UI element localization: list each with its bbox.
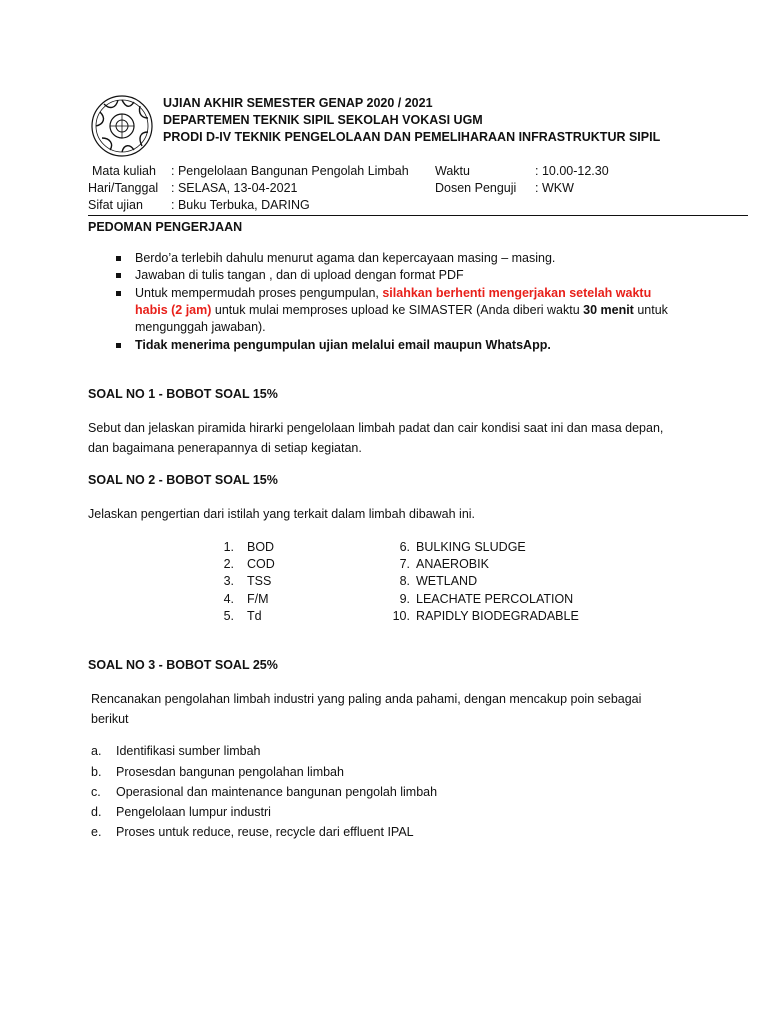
dosen-label: Dosen Penguji [435,181,517,195]
pedoman-b3-mid: untuk mulai memproses upload ke SIMASTER (Anda diberi waktu [211,303,584,317]
soal-1-title: SOAL NO 1 - BOBOT SOAL 15% [88,387,278,401]
hari-value: : SELASA, 13-04-2021 [171,181,298,195]
exam-title: UJIAN AKHIR SEMESTER GENAP 2020 / 2021 [163,96,433,110]
term-number: 4. [223,592,234,606]
soal-2-intro: Jelaskan pengertian dari istilah yang terkait dalam limbah dibawah ini. [88,507,476,521]
pedoman-b3-red-2: habis (2 jam) [135,303,212,317]
pedoman-bullet-1: Berdo’a terlebih dahulu menurut agama dan kepercayaan masing – masing. [135,251,556,265]
term-number: 3. [223,574,234,588]
soal-1-text-line2: dan bagaimana penerapannya di setiap kegiatan. [88,441,362,455]
item-text: Proses untuk reduce, reuse, recycle dari effluent IPAL [116,825,414,839]
term-label: BOD [247,540,275,554]
item-letter: c. [91,785,101,799]
term-label: Td [247,609,262,623]
pedoman-b3-post: untuk [633,303,668,317]
term-label: ANAEROBIK [416,557,489,571]
term-label: TSS [247,574,272,588]
term-label: COD [247,557,275,571]
header-divider [88,215,748,216]
mata-kuliah-value: : Pengelolaan Bangunan Pengolah Limbah [171,164,409,178]
soal-3-intro-line2: berikut [91,712,129,726]
term-number: 5. [223,609,234,623]
term-number: 7. [399,557,410,571]
item-letter: a. [91,744,102,758]
item-letter: e. [91,825,102,839]
pedoman-title: PEDOMAN PENGERJAAN [88,220,243,234]
soal-2-title: SOAL NO 2 - BOBOT SOAL 15% [88,473,278,487]
item-text: Identifikasi sumber limbah [116,744,261,758]
mata-kuliah-label: Mata kuliah [92,164,156,178]
term-label: BULKING SLUDGE [416,540,526,554]
program-title: PRODI D-IV TEKNIK PENGELOLAAN DAN PEMELIHARAAN INFRASTRUKTUR SIPIL [163,130,661,144]
term-label: WETLAND [416,574,478,588]
item-letter: b. [91,765,102,779]
pedoman-b3-pre: Untuk mempermudah proses pengumpulan, [135,286,383,300]
item-text: Prosesdan bangunan pengolahan limbah [116,765,344,779]
term-number: 8. [399,574,410,588]
pedoman-bullet-3 [135,286,651,300]
pedoman-bullet-3-line2 [135,303,668,317]
term-label: LEACHATE PERCOLATION [416,592,574,606]
pedoman-bullet-2: Jawaban di tulis tangan , dan di upload dengan format PDF [135,268,464,282]
waktu-label: Waktu [435,164,470,178]
department-title: DEPARTEMEN TEKNIK SIPIL SEKOLAH VOKASI UGM [163,113,483,127]
pedoman-b3-bold: 30 menit [583,303,634,317]
term-label: F/M [247,592,269,606]
pedoman-b3-red-1: silahkan berhenti mengerjakan setelah waktu [382,286,652,300]
soal-3-intro-line1: Rencanakan pengolahan limbah industri yang paling anda pahami, dengan mencakup poin sebagai [91,692,642,706]
sifat-label: Sifat ujian [88,198,143,212]
dosen-value: : WKW [535,181,574,195]
term-number: 9. [399,592,410,606]
term-number: 6. [399,540,410,554]
pedoman-bullet-4: Tidak menerima pengumpulan ujian melalui email maupun WhatsApp. [135,338,551,352]
ugm-seal-logo [90,94,154,158]
hari-label: Hari/Tanggal [88,181,159,195]
term-number: 1. [223,540,234,554]
item-letter: d. [91,805,102,819]
sifat-value: : Buku Terbuka, DARING [171,198,310,212]
soal-1-text-line1: Sebut dan jelaskan piramida hirarki pengelolaan limbah padat dan cair kondisi saat ini dan masa depan, [88,421,664,435]
term-number: 2. [223,557,234,571]
term-number: 10. [392,609,410,623]
pedoman-bullet-3-line3: mengunggah jawaban). [135,320,266,334]
waktu-value: : 10.00-12.30 [535,164,609,178]
item-text: Operasional dan maintenance bangunan pengolah limbah [116,785,438,799]
soal-3-title: SOAL NO 3 - BOBOT SOAL 25% [88,658,278,672]
item-text: Pengelolaan lumpur industri [116,805,271,819]
term-label: RAPIDLY BIODEGRADABLE [416,609,579,623]
